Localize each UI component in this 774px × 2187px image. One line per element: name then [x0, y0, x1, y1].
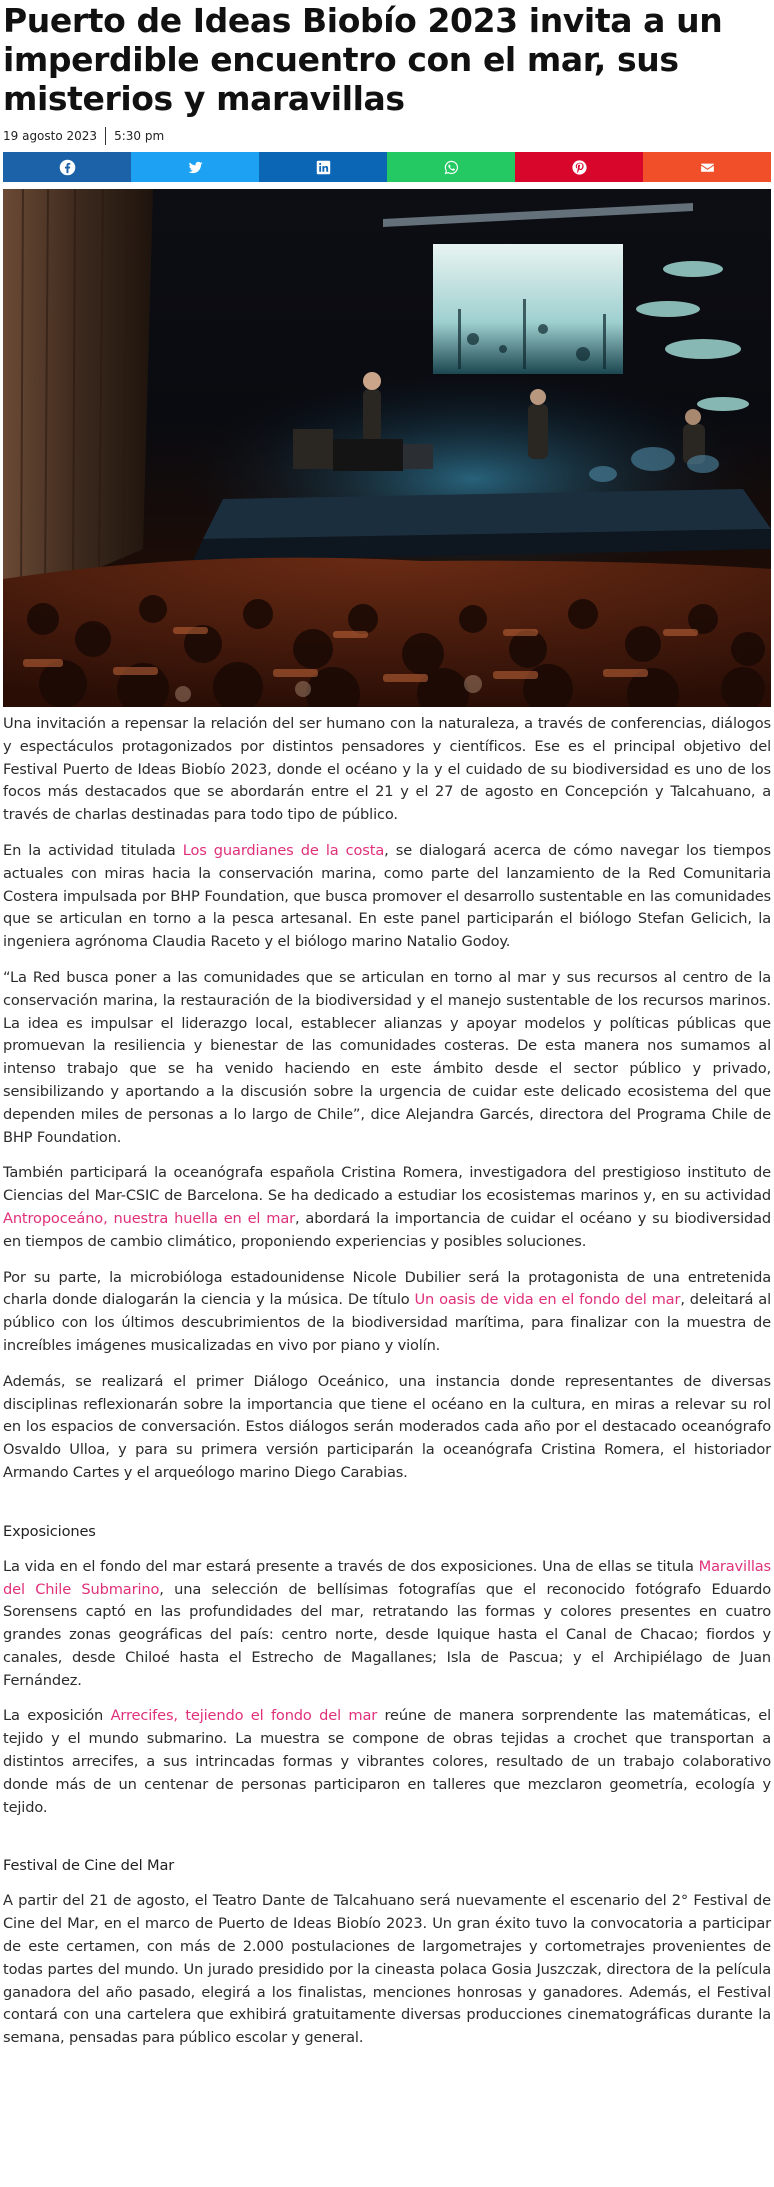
text: En la actividad titulada [3, 841, 183, 859]
paragraph: A partir del 21 de agosto, el Teatro Dante de Talcahuano será nuevamente el escenario del 2° Festival de Cine del Mar, en el marco de Puerto de Ideas Biobío 2023. Un gran éxito tuvo la convocatoria a participar de este certamen, con más de 2.000 postulaciones de largometrajes y cortometrajes provenientes de todas partes del mundo. Un jurado presidido por la cineasta polaca Gosia Juszczak, directora de la película ganadora del año pasado, elegirá a los finalistas, menciones honrosas y ganadores. Además, el Festival contará con una cartelera que exhibirá gratuitamente diversas producciones cinematográficas durante la semana, pensadas para público escolar y general. [3, 1892, 771, 2047]
facebook-icon [59, 159, 76, 176]
share-whatsapp-button[interactable] [387, 152, 515, 182]
article-time: 5:30 pm [114, 129, 165, 143]
article-title: Puerto de Ideas Biobío 2023 invita a un imperdible encuentro con el mar, sus misterios y maravillas [3, 1, 723, 118]
text: , abordará la importancia de cuidar el océano y su biodiversidad en tiempos de cambio climático, proponiendo experiencias y posibles soluciones. [3, 1209, 771, 1250]
pinterest-icon [571, 159, 588, 176]
link-antropoceano[interactable]: Antropoceáno, nuestra huella en el mar [3, 1209, 295, 1227]
text: Por su parte, la microbióloga estadounidense Nicole Dubilier será la protagonista de una entretenida charla donde dialogarán la ciencia y la música. De título [3, 1268, 771, 1309]
text: La exposición [3, 1707, 111, 1725]
share-facebook-button[interactable] [3, 152, 131, 182]
share-bar [3, 152, 771, 182]
meta-divider [105, 127, 106, 145]
text: , deleitará al público con los últimos descubrimientos de la biodiversidad marítima, para finalizar con la muestra de increíbles imágenes musicalizadas en vivo por piano y violín. [3, 1291, 771, 1354]
text: La vida en el fondo del mar estará presente a través de dos exposiciones. Una de ellas se titula [3, 1557, 699, 1575]
share-email-button[interactable] [643, 152, 771, 182]
concert-photo [3, 189, 771, 707]
twitter-icon [187, 159, 204, 176]
paragraph: “La Red busca poner a las comunidades que se articulan en torno al mar y sus recursos al centro de la conservación marina, la restauración de la biodiversidad y el manejo sustentable de los recursos marinos. La idea es impulsar el liderazgo local, establecer alianzas y apoyar modelos y políticas públicas que promuevan la resiliencia y bienestar de las comunidades costeras. De esta manera nos sumamos al intenso trabajo que se ha venido haciendo en este ámbito desde el sector público y privado, sensibilizando y aportando a la discusión sobre la urgencia de cuidar este delicado ecosistema del que dependen miles de personas a lo largo de Chile”, dice Alejandra Garcés, directora del Programa Chile de BHP Foundation. [3, 968, 771, 1146]
paragraph [3, 1162, 771, 1253]
paragraph [3, 1705, 771, 1819]
article-meta [3, 126, 771, 146]
whatsapp-icon [443, 159, 460, 176]
text: reúne de manera sorprendente las matemáticas, el tejido y el mundo submarino. La muestra se compone de obras tejidas a crochet que transportan a distintos arrecifes, a sus intrincadas formas y vibrantes colores, resultado de un trabajo colaborativo donde más de un centenar de personas participaron en talleres que mezclaron geometría, ecología y tejido. [3, 1707, 772, 1816]
section-heading-exposiciones: Exposiciones [3, 1522, 96, 1540]
text: , se dialogará acerca de cómo navegar los tiempos actuales con miras hacia la conservación marina, como parte del lanzamiento de la Red Comunitaria Costera impulsada por BHP Foundation, que busca promover el desarrollo sustentable en las comunidades que se articulan en torno a la pesca artesanal. En este panel participarán el biólogo Stefan Gelicich, la ingeniera agrónoma Claudia Raceto y el biólogo marino Natalio Godoy. [3, 841, 771, 951]
email-icon [699, 159, 716, 176]
article-date: 19 agosto 2023 [3, 129, 98, 143]
text: , una selección de bellísimas fotografías que el reconocido fotógrafo Eduardo Sorensens captó en las profundidades del mar, retratando las formas y colores presentes en cuatro grandes zonas geográficas del país: centro norte, desde Iquique hasta el Canal de Chacao; fiordos y canales, desde Chiloé hasta el Estrecho de Magallanes; Isla de Pascua; y el Archipiélago de Juan Fernández. [3, 1580, 772, 1689]
share-linkedin-button[interactable] [259, 152, 387, 182]
paragraph [3, 1267, 771, 1358]
share-pinterest-button[interactable] [515, 152, 643, 182]
text: También participará la oceanógrafa española Cristina Romera, investigadora del prestigioso instituto de Ciencias del Mar-CSIC de Barcelona. Se ha dedicado a estudiar los ecosistemas marinos y, en su actividad [3, 1164, 771, 1205]
link-oasis-de-vida[interactable]: Un oasis de vida en el fondo del mar [414, 1291, 681, 1309]
section-heading-festival-cine: Festival de Cine del Mar [3, 1857, 175, 1875]
paragraph: Una invitación a repensar la relación del ser humano con la naturaleza, a través de conferencias, diálogos y espectáculos protagonizados por distintos pensadores y científicos. Ese es el principal objetivo del Festival Puerto de Ideas Biobío 2023, donde el océano y la y el cuidado de su biodiversidad es uno de los focos más destacados que se abordarán entre el 21 y el 27 de agosto en Concepción y Talcahuano, a través de charlas destinadas para todo tipo de público. [3, 715, 771, 824]
paragraph [3, 1556, 771, 1693]
linkedin-icon [315, 159, 332, 176]
paragraph: Además, se realizará el primer Diálogo Oceánico, una instancia donde representantes de diversas disciplinas reflexionarán sobre la importancia que tiene el océano en la cultura, en miras a relevar su rol en los espacios de conversación. Estos diálogos serán moderados cada año por el destacado oceanógrafo Osvaldo Ulloa, y para su primera versión participarán la oceanógrafa Cristina Romera, el historiador Armando Cartes y el arqueólogo marino Diego Carabias. [3, 1372, 771, 1481]
article-body [3, 713, 771, 2050]
link-los-guardianes[interactable]: Los guardianes de la costa [182, 841, 385, 859]
link-maravillas-chile-submarino[interactable]: Maravillas del Chile Submarino [3, 1557, 771, 1598]
share-twitter-button[interactable] [131, 152, 259, 182]
link-arrecifes[interactable]: Arrecifes, tejiendo el fondo del mar [110, 1707, 378, 1725]
hero-image [3, 189, 771, 707]
paragraph [3, 840, 771, 954]
